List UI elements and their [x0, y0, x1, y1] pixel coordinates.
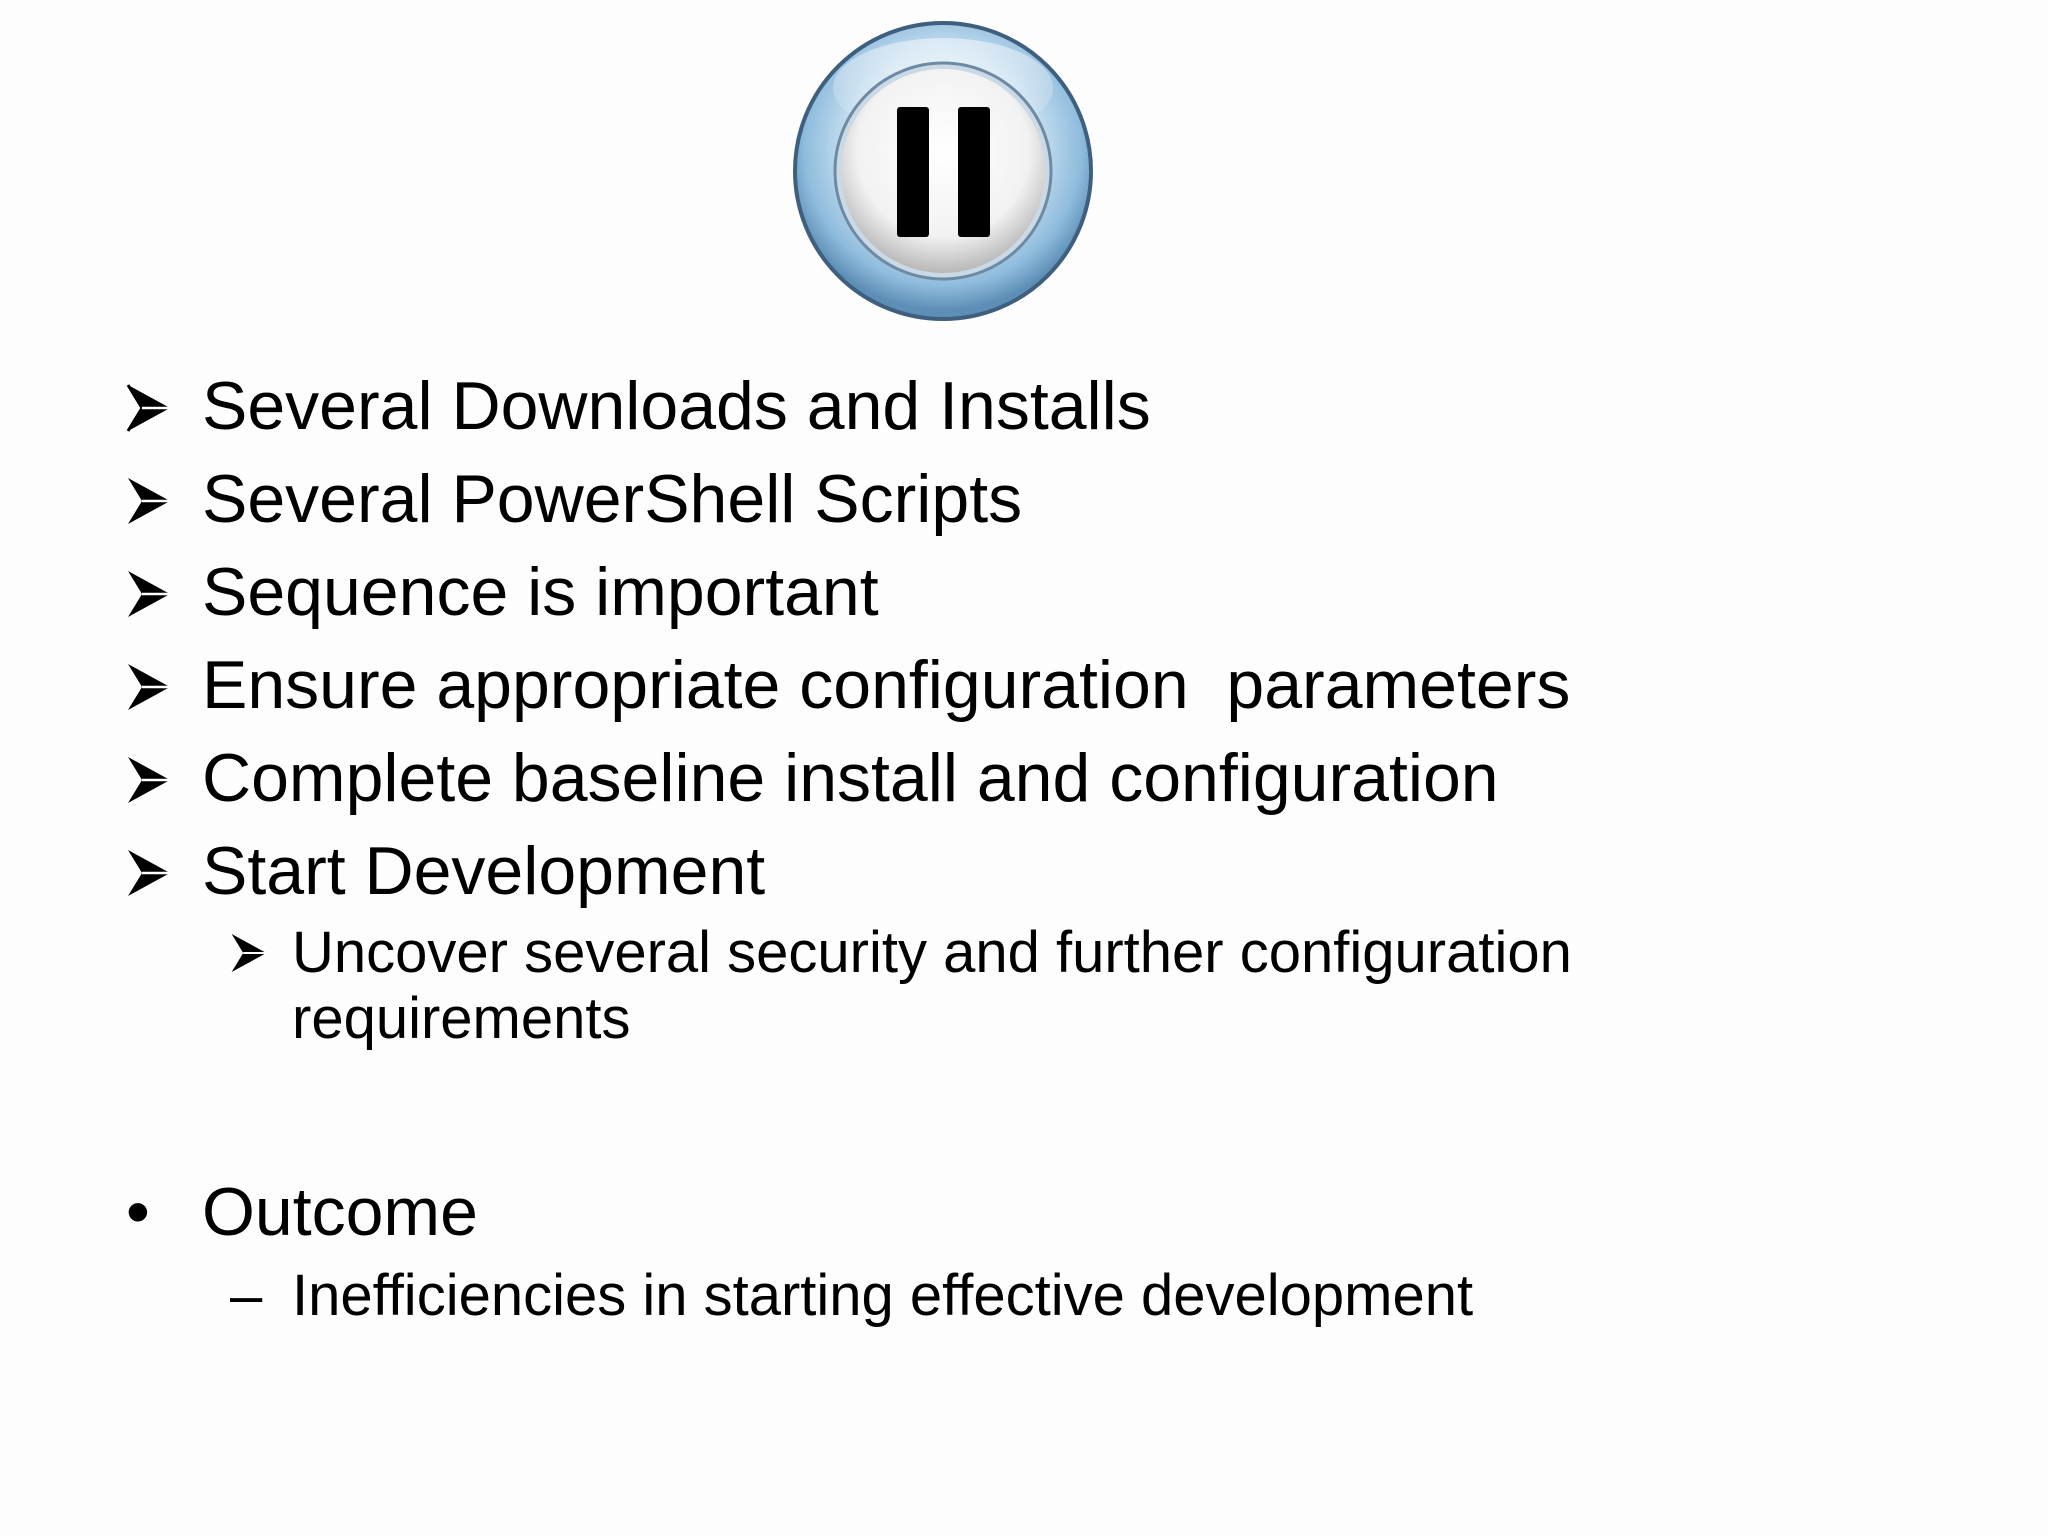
list-item — [126, 453, 1986, 546]
list-item — [126, 639, 1986, 732]
outcome-item — [126, 1166, 1986, 1259]
sub-list-item-text: Uncover several security and further configuration requirements — [292, 920, 1572, 1051]
list-item-text: Sequence is important — [202, 554, 879, 630]
list-item-text: Several PowerShell Scripts — [202, 461, 1023, 537]
list-item — [126, 825, 1986, 918]
pause-icon — [790, 18, 1096, 324]
outcome-detail-text: Inefficiencies in starting effective development — [292, 1263, 1474, 1328]
arrow-bullet-icon — [126, 379, 202, 429]
list-item — [126, 546, 1986, 639]
outcome-detail-item — [126, 1263, 1986, 1329]
pause-button-icon — [790, 18, 1096, 324]
dash-bullet: – — [230, 1263, 263, 1328]
arrow-bullet-icon — [126, 472, 202, 522]
sub-list-item — [126, 920, 1986, 1052]
list-item-text: Start Development — [202, 833, 766, 909]
list-item-text: Several Downloads and Installs — [202, 368, 1151, 444]
bullet-dot: • — [126, 1174, 150, 1250]
bullet-list — [126, 360, 1986, 1329]
list-item-text: Ensure appropriate configuration parameters — [202, 647, 1571, 723]
arrow-bullet-icon — [126, 658, 202, 708]
arrow-bullet-icon — [126, 844, 202, 894]
outcome-label: Outcome — [202, 1174, 478, 1250]
arrow-bullet-icon — [126, 565, 202, 615]
list-item-text: Complete baseline install and configuration — [202, 740, 1499, 816]
arrow-bullet-icon — [230, 930, 292, 972]
spacer — [126, 1052, 1986, 1166]
list-item — [126, 732, 1986, 825]
list-item — [126, 360, 1986, 453]
arrow-bullet-icon — [126, 751, 202, 801]
